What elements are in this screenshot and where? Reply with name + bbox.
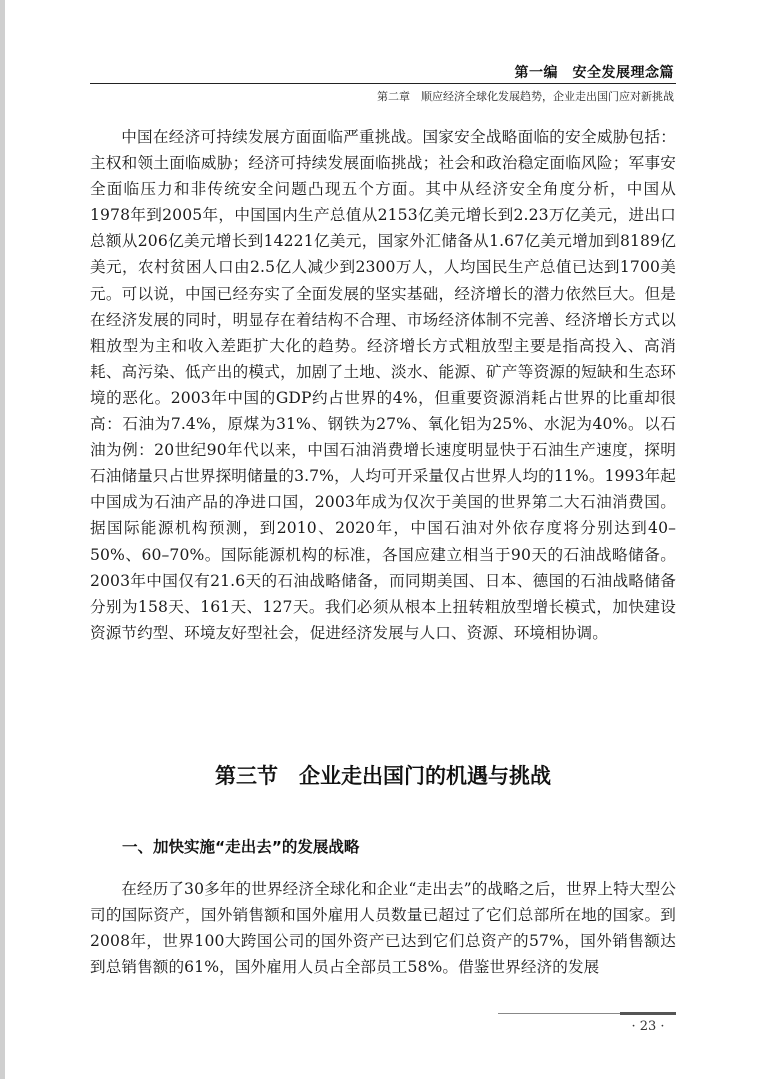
section-heading: 第三节 企业走出国门的机遇与挑战: [215, 764, 551, 788]
footer-divider-accent: [620, 1012, 676, 1015]
page-edge-shadow: [0, 0, 5, 1079]
running-header-chapter: 第二章 顺应经济全球化发展趋势，企业走出国门应对新挑战: [377, 90, 674, 103]
header-divider: [90, 83, 676, 84]
body-paragraph: 中国在经济可持续发展方面面临严重挑战。国家安全战略面临的安全威胁包括：主权和领土面临威胁；经济可持续发展面临挑战；社会和政治稳定面临风险；军事安全面临压力和非传统安全问题凸现五个方面。其中从经济安全角度分析，中国从1978年到2005年，中国国内生产总值从2153亿美元增长到2.23万亿美元，进出口总额从206亿美元增长到14221亿美元，国家外汇储备从1.67亿美元增加到8189亿美元，农村贫困人口由2.5亿人减少到2300万人，人均国民生产总值已达到1700美元。可以说，中国已经夯实了全面发展的坚实基础，经济增长的潜力依然巨大。但是在经济发展的同时，明显存在着结构不合理、市场经济体制不完善、经济增长方式以粗放型为主和收入差距扩大化的趋势。经济增长方式粗放型主要是指高投入、高消耗、高污染、低产出的模式，加剧了土地、淡水、能源、矿产等资源的短缺和生态环境的恶化。2003年中国的GDP约占世界的4%，但重要资源消耗占世界的比重却很高：石油为7.4%，原煤为31%、钢铁为27%、氧化铝为25%、水泥为40%。以石油为例：20世纪90年代以来，中国石油消费增长速度明显快于石油生产速度，探明石油储量只占世界探明储量的3.7%，人均可开采量仅占世界人均的11%。1993年起中国成为石油产品的净进口国，2003年成为仅次于美国的世界第二大石油消费国。据国际能源机构预测，到2010、2020年，中国石油对外依存度将分别达到40–50%、60–70%。国际能源机构的标准，各国应建立相当于90天的石油战略储备。2003年中国仅有21.6天的石油战略储备，而同期美国、日本、德国的石油战略储备分别为158天、161天、127天。我们必须从根本上扭转粗放型增长模式，加快建设资源节约型、环境友好型社会，促进经济发展与人口、资源、环境相协调。: [90, 128, 676, 642]
subsection-heading: 一、加快实施“走出去”的发展战略: [122, 838, 360, 856]
running-header-part: 第一编 安全发展理念篇: [514, 65, 674, 81]
page-number: · 23 ·: [631, 1019, 665, 1034]
body-paragraph: 在经历了30多年的世界经济全球化和企业“走出去”的战略之后，世界上特大型公司的国际资产，国外销售额和国外雇用人员数量已超过了它们总部所在地的国家。到2008年，世界100大跨国公司的国外资产已达到它们总资产的57%，国外销售额达到总销售额的61%，国外雇用人员占全部员工58%。借鉴世界经济的发展: [90, 880, 676, 977]
